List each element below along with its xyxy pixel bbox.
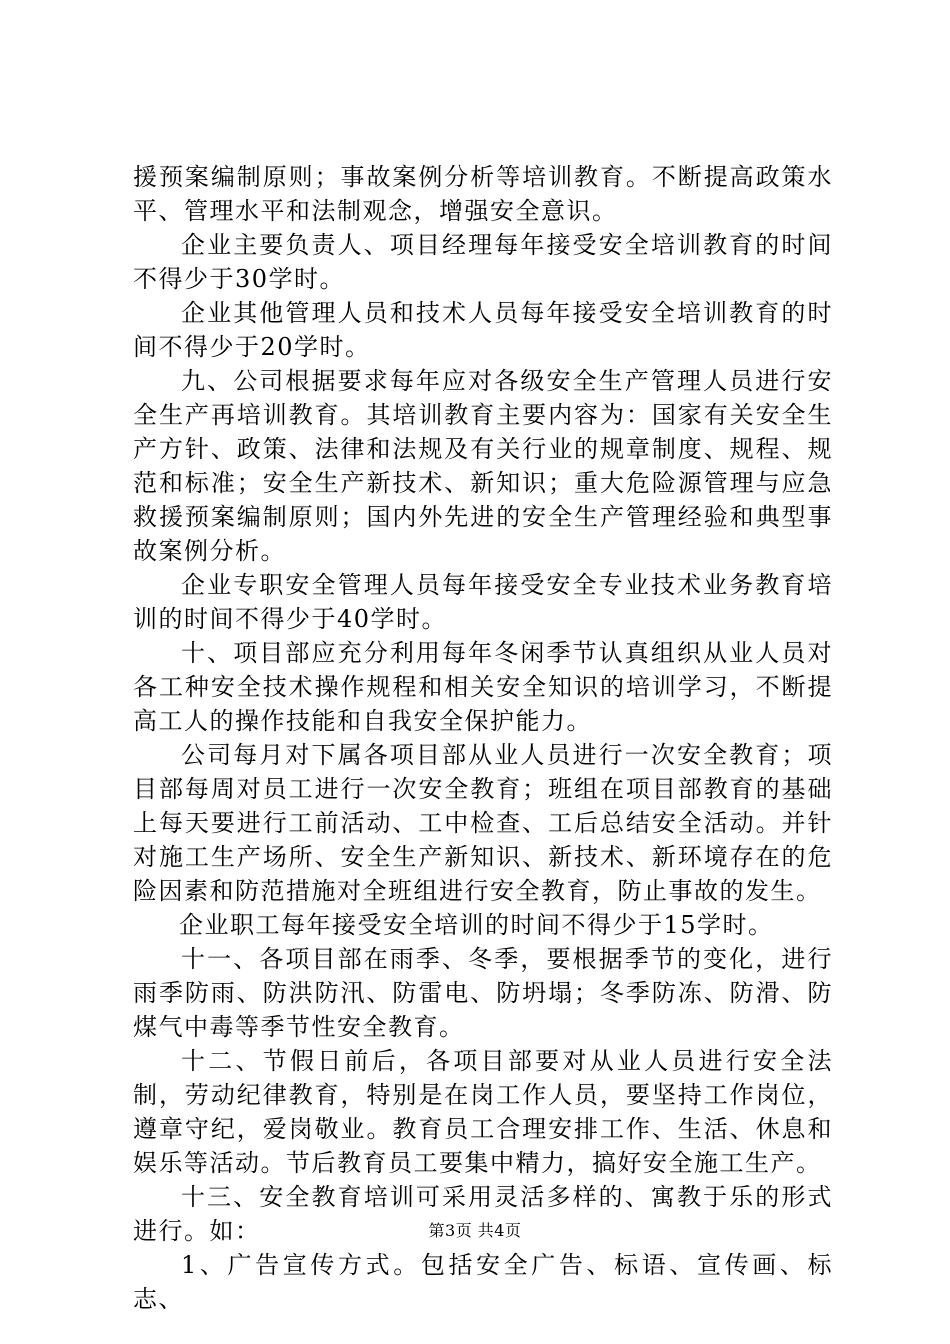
document-body <box>133 160 833 1316</box>
page-footer: 第3页 共4页 <box>428 1221 522 1240</box>
paragraph-10: 十二、节假日前后，各项目部要对从业人员进行安全法制，劳动纪律教育，特别是在岗工作人员，要坚持工作岗位，遵章守纪，爱岗敬业。教育员工合理安排工作、生活、休息和娱乐等活动。节后教育员工要集中精力，搞好安全施工生产。 <box>133 1047 833 1177</box>
paragraph-8: 企业职工每年接受安全培训的时间不得少于15学时。 <box>179 911 774 939</box>
paragraph-12: 1、广告宣传方式。包括安全广告、标语、宣传画、标志、 <box>133 1251 833 1313</box>
paragraph-6: 十、项目部应充分利用每年冬闲季节认真组织从业人员对各工种安全技术操作规程和相关安全知识的培训学习，不断提高工人的操作技能和自我安全保护能力。 <box>133 639 833 735</box>
paragraph-11: 十三、安全教育培训可采用灵活多样的、寓教于乐的形式进行。如： <box>133 1183 833 1245</box>
paragraph-3: 企业其他管理人员和技术人员每年接受安全培训教育的时间不得少于20学时。 <box>133 299 833 361</box>
paragraph-7: 公司每月对下属各项目部从业人员进行一次安全教育；项目部每周对员工进行一次安全教育；班组在项目部教育的基础上每天要进行工前活动、工中检查、工后总结安全活动。并针对施工生产场所、安全生产新知识、新技术、新环境存在的危险因素和防范措施对全班组进行安全教育，防止事故的发生。 <box>133 741 833 905</box>
paragraph-9: 十一、各项目部在雨季、冬季，要根据季节的变化，进行雨季防雨、防洪防汛、防雷电、防坍塌；冬季防冻、防滑、防煤气中毒等季节性安全教育。 <box>133 945 833 1041</box>
paragraph-1: 援预案编制原则；事故案例分析等培训教育。不断提高政策水平、管理水平和法制观念，增强安全意识。 <box>133 163 833 225</box>
paragraph-4: 九、公司根据要求每年应对各级安全生产管理人员进行安全生产再培训教育。其培训教育主要内容为：国家有关安全生产方针、政策、法律和法规及有关行业的规章制度、规程、规范和标准；安全生产新技术、新知识；重大危险源管理与应急救援预案编制原则；国内外先进的安全生产管理经验和典型事故案例分析。 <box>133 367 833 565</box>
paragraph-2: 企业主要负责人、项目经理每年接受安全培训教育的时间不得少于30学时。 <box>133 231 833 293</box>
paragraph-5: 企业专职安全管理人员每年接受安全专业技术业务教育培训的时间不得少于40学时。 <box>133 571 833 633</box>
